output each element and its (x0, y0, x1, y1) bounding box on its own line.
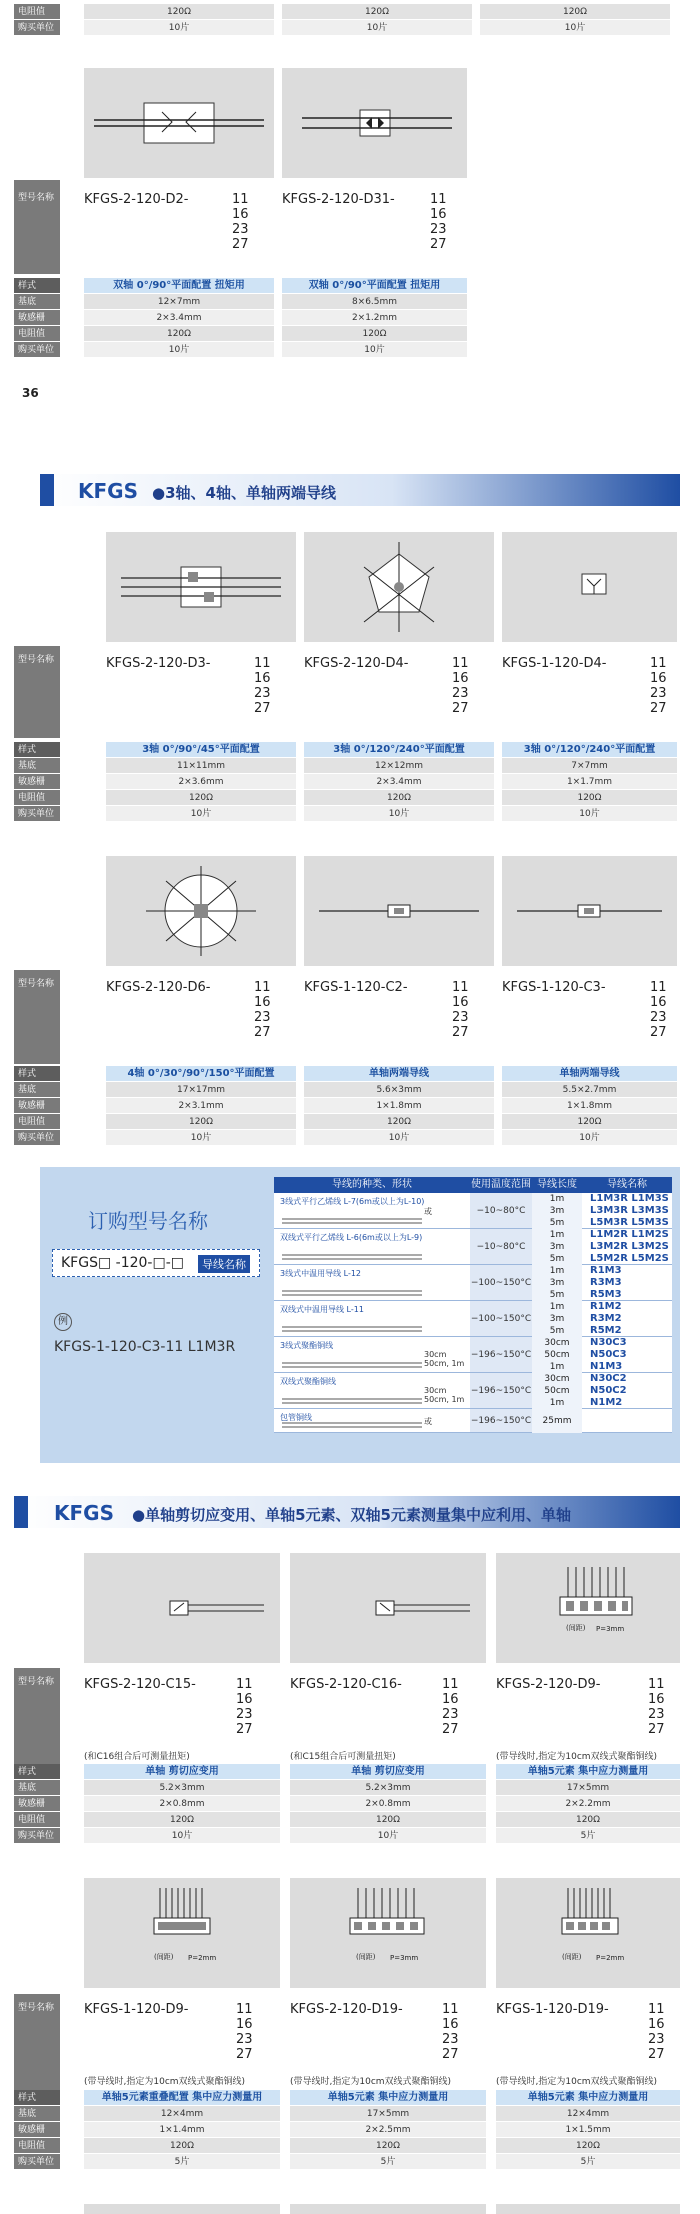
model-code: KFGS-2-120-D19- (290, 2002, 403, 2017)
grid-cell: 1×1.4mm (84, 2122, 280, 2138)
length-name-pair (532, 1193, 672, 1205)
gauge-image (106, 532, 296, 642)
wire-length: 30cm (532, 1373, 582, 1385)
style-cell: 单轴5元素 集中应力测量用 (290, 2090, 486, 2106)
resistance-cell: 120Ω (84, 326, 274, 342)
base-cell: 8×6.5mm (282, 294, 467, 310)
gauge-image (502, 856, 677, 966)
length-name-pair (532, 1385, 672, 1397)
unit-cell: 5片 (496, 2154, 680, 2170)
resistance-cell: 120Ω (106, 1114, 296, 1130)
resistance-cell: 120Ω (290, 1812, 486, 1828)
next-image-stub (290, 2204, 486, 2214)
wire-name (582, 1409, 672, 1433)
banner-title: ●3轴、4轴、单轴两端导线 (152, 484, 336, 502)
resistance-cell: 120Ω (496, 2138, 680, 2154)
resistance-cell: 120Ω (84, 4, 274, 20)
grid-cell: 2×1.2mm (282, 310, 467, 326)
length-name-pair (532, 1301, 672, 1313)
style-cell: 单轴5元素 集中应力测量用 (496, 2090, 680, 2106)
wire-extra-label: 30cm 50cm, 1m (424, 1350, 465, 1368)
base-cell: 5.2×3mm (290, 1780, 486, 1796)
wire-length: 5m (532, 1325, 582, 1337)
suffix-list: 11 16 23 27 (452, 980, 469, 1040)
length-name-cell (532, 1337, 672, 1372)
label-base: 基底 (14, 1082, 60, 1098)
label-style: 样式 (14, 278, 60, 294)
grid-cell: 1×1.8mm (304, 1098, 494, 1114)
style-cell: 单轴两端导线 (502, 1066, 677, 1082)
label-style: 样式 (14, 1764, 60, 1780)
pitch-label: P=2mm (596, 1954, 625, 1962)
gauge-image (84, 1553, 280, 1663)
wire-table-header: 导线的种类、形状 使用温度范围 导线长度 导线名称 (274, 1177, 672, 1193)
wire-type-cell (274, 1409, 470, 1432)
style-cell: 单轴5元素重叠配置 集中应力测量用 (84, 2090, 280, 2106)
banner-accent (14, 1496, 28, 1528)
style-cell: 3轴 0°/90°/45°平面配置 (106, 742, 296, 758)
label-unit: 购买单位 (14, 806, 60, 822)
style-cell: 双轴 0°/90°平面配置 扭矩用 (282, 278, 467, 294)
gauge-image (106, 856, 296, 966)
gauge-image (502, 532, 677, 642)
resistance-cell: 120Ω (290, 2138, 486, 2154)
product-note: (带导线时,指定为10cm双线式聚酯铜线) (496, 2077, 658, 2087)
gauge-image (496, 1553, 680, 1663)
label-grid: 敏感栅 (14, 1098, 60, 1114)
base-cell: 17×5mm (496, 1780, 680, 1796)
label-resistance: 电阻值 (14, 4, 60, 20)
wire-name: N1M2 (590, 1397, 623, 1408)
unit-cell: 10片 (480, 20, 670, 36)
model-code: KFGS-2-120-D4- (304, 656, 409, 671)
suffix-list: 11 16 23 27 (236, 2002, 253, 2062)
model-code: KFGS-2-120-D31- (282, 192, 395, 207)
label-resistance: 电阻值 (14, 790, 60, 806)
base-cell: 11×11mm (106, 758, 296, 774)
wire-name: R1M3 (590, 1265, 622, 1276)
wire-name: N1M3 (590, 1361, 623, 1372)
style-cell: 单轴 剪切应变用 (84, 1764, 280, 1780)
length-name-pair (532, 1229, 672, 1241)
wire-name: N50C2 (590, 1385, 627, 1396)
wire-table-row (274, 1373, 672, 1409)
banner-brand: KFGS (54, 1501, 114, 1525)
wire-name: L3M3R L3M3S (590, 1205, 669, 1216)
gauge-image (290, 1553, 486, 1663)
length-name-pair (532, 1397, 672, 1409)
wire-type-label: 3线式中温用导线 L-12 (280, 1269, 362, 1278)
grid-cell: 2×2.5mm (290, 2122, 486, 2138)
unit-cell: 10片 (84, 20, 274, 36)
length-name-cell (532, 1409, 672, 1432)
wire-extra-label: 或 (424, 1207, 432, 1216)
resistance-cell: 120Ω (496, 1812, 680, 1828)
grid-cell: 2×3.6mm (106, 774, 296, 790)
gauge-image (290, 1878, 486, 1988)
wire-name: L1M2R L1M2S (590, 1229, 669, 1240)
wire-extra-label: 或 (424, 1417, 432, 1426)
grid-cell: 1×1.7mm (502, 774, 677, 790)
model-label: 型号名称 (14, 1668, 60, 1764)
length-name-pair (532, 1241, 672, 1253)
gauge-image (282, 68, 467, 178)
length-name-cell (532, 1265, 672, 1300)
wire-illustration (282, 1252, 422, 1262)
product-note: (带导线时,指定为10cm双线式聚酯铜线) (496, 1752, 658, 1762)
style-cell: 3轴 0°/120°/240°平面配置 (502, 742, 677, 758)
length-name-cell (532, 1229, 672, 1264)
grid-cell: 2×2.2mm (496, 1796, 680, 1812)
length-name-cell (532, 1373, 672, 1408)
length-name-pair (532, 1373, 672, 1385)
resistance-cell: 120Ω (282, 326, 467, 342)
base-cell: 12×4mm (496, 2106, 680, 2122)
resistance-cell: 120Ω (106, 790, 296, 806)
gauge-image (304, 532, 494, 642)
wire-length: 25mm (532, 1409, 582, 1433)
wire-length: 3m (532, 1313, 582, 1325)
model-label: 型号名称 (14, 646, 60, 738)
unit-cell: 10片 (502, 806, 677, 822)
wire-name: R3M2 (590, 1313, 622, 1324)
section-banner (40, 474, 680, 506)
base-cell: 17×5mm (290, 2106, 486, 2122)
label-unit: 购买单位 (14, 2154, 60, 2170)
resistance-cell: 120Ω (84, 1812, 280, 1828)
wire-type-label: 3线式平行乙烯线 L-7(6m或以上为L-10) (280, 1197, 425, 1206)
model-code: KFGS-1-120-D9- (84, 2002, 189, 2017)
base-cell: 7×7mm (502, 758, 677, 774)
grid-cell: 2×3.4mm (304, 774, 494, 790)
wire-length: 5m (532, 1217, 582, 1229)
length-name-pair (532, 1313, 672, 1325)
model-code: KFGS-1-120-D19- (496, 2002, 609, 2017)
unit-cell: 10片 (304, 1130, 494, 1146)
base-cell: 5.2×3mm (84, 1780, 280, 1796)
wire-type-label: 双线式平行乙烯线 L-6(6m或以上为L-9) (280, 1233, 423, 1242)
base-cell: 12×12mm (304, 758, 494, 774)
unit-cell: 5片 (84, 2154, 280, 2170)
order-title: 订购型号名称 (88, 1209, 208, 1233)
wire-name: R5M2 (590, 1325, 622, 1336)
wire-illustration (282, 1420, 422, 1430)
wire-name: L5M3R L5M3S (590, 1217, 669, 1228)
gap-label: (间距) (356, 1953, 376, 1961)
wire-type-cell (274, 1337, 470, 1372)
next-image-stub (84, 2204, 280, 2214)
gauge-image (84, 1878, 280, 1988)
temp-range-cell: −100~150°C (470, 1265, 532, 1300)
resistance-cell: 120Ω (304, 1114, 494, 1130)
order-code: KFGS□ -120-□-□ (61, 1255, 184, 1271)
temp-range-cell: −196~150°C (470, 1373, 532, 1408)
wire-length: 1m (532, 1193, 582, 1205)
model-code: KFGS-2-120-C15- (84, 1677, 196, 1692)
model-label: 型号名称 (14, 1994, 60, 2090)
grid-cell: 2×0.8mm (290, 1796, 486, 1812)
suffix-list: 11 16 23 27 (650, 980, 667, 1040)
label-base: 基底 (14, 1780, 60, 1796)
wire-name: R5M3 (590, 1289, 622, 1300)
wire-length: 1m (532, 1229, 582, 1241)
model-label: 型号名称 (14, 180, 60, 274)
gauge-image (496, 1878, 680, 1988)
style-cell: 双轴 0°/90°平面配置 扭矩用 (84, 278, 274, 294)
length-name-pair (532, 1277, 672, 1289)
base-cell: 5.6×3mm (304, 1082, 494, 1098)
label-grid: 敏感栅 (14, 774, 60, 790)
product-note: (带导线时,指定为10cm双线式聚酯铜线) (84, 2077, 246, 2087)
resistance-cell: 120Ω (480, 4, 670, 20)
wire-length: 1m (532, 1361, 582, 1373)
wire-length: 3m (532, 1205, 582, 1217)
wire-extra-label: 30cm 50cm, 1m (424, 1386, 465, 1404)
unit-cell: 10片 (106, 1130, 296, 1146)
banner-title: ●单轴剪切应变用、单轴5元素、双轴5元素测量集中应利用、单轴 (132, 1506, 571, 1524)
wire-illustration (282, 1360, 422, 1370)
model-code: KFGS-2-120-D9- (496, 1677, 601, 1692)
wire-table-row (274, 1301, 672, 1337)
wire-name: R3M3 (590, 1277, 622, 1288)
unit-cell: 5片 (496, 1828, 680, 1844)
wire-type-cell (274, 1373, 470, 1408)
suffix-list: 11 16 23 27 (236, 1677, 253, 1737)
label-resistance: 电阻值 (14, 1114, 60, 1130)
order-tag: 导线名称 (198, 1255, 250, 1273)
wire-illustration (282, 1396, 422, 1406)
wire-table-row (274, 1193, 672, 1229)
resistance-cell: 120Ω (502, 790, 677, 806)
length-name-cell (532, 1301, 672, 1336)
wire-length: 50cm (532, 1349, 582, 1361)
label-resistance: 电阻值 (14, 2138, 60, 2154)
unit-cell: 10片 (84, 1828, 280, 1844)
suffix-list: 11 16 23 27 (232, 192, 249, 252)
length-name-pair (532, 1205, 672, 1217)
wire-name: R1M2 (590, 1301, 622, 1312)
unit-cell: 10片 (502, 1130, 677, 1146)
wire-type-cell (274, 1301, 470, 1336)
wire-illustration (282, 1324, 422, 1334)
temp-range-cell: −10~80°C (470, 1193, 532, 1228)
style-cell: 单轴 剪切应变用 (290, 1764, 486, 1780)
model-code: KFGS-1-120-D4- (502, 656, 607, 671)
wire-name: N30C3 (590, 1337, 627, 1348)
product-note: (和C16组合后可测量扭矩) (84, 1752, 190, 1762)
suffix-list: 11 16 23 27 (648, 2002, 665, 2062)
label-grid: 敏感栅 (14, 2122, 60, 2138)
order-code-box (52, 1249, 260, 1277)
wire-table-row (274, 1265, 672, 1301)
wire-type-cell (274, 1193, 470, 1228)
grid-cell: 2×3.4mm (84, 310, 274, 326)
banner-brand: KFGS (78, 479, 138, 503)
wire-name: L5M2R L5M2S (590, 1253, 669, 1264)
temp-range-cell: −100~150°C (470, 1301, 532, 1336)
wire-length: 30cm (532, 1337, 582, 1349)
length-name-pair (532, 1289, 672, 1301)
suffix-list: 11 16 23 27 (254, 980, 271, 1040)
product-note: (和C15组合后可测量扭矩) (290, 1752, 396, 1762)
wire-length: 1m (532, 1265, 582, 1277)
banner-accent (40, 474, 54, 506)
model-code: KFGS-2-120-D6- (106, 980, 211, 995)
wire-type-label: 双线式聚酯铜线 (280, 1377, 336, 1386)
suffix-list: 11 16 23 27 (430, 192, 447, 252)
order-example: KFGS-1-120-C3-11 L1M3R (54, 1339, 236, 1355)
style-cell: 单轴两端导线 (304, 1066, 494, 1082)
suffix-list: 11 16 23 27 (650, 656, 667, 716)
length-name-cell (532, 1193, 672, 1228)
temp-range-cell: −196~150°C (470, 1337, 532, 1372)
wire-length: 5m (532, 1289, 582, 1301)
wire-length: 5m (532, 1253, 582, 1265)
label-unit: 购买单位 (14, 342, 60, 358)
pitch-label: P=3mm (596, 1625, 625, 1633)
label-grid: 敏感栅 (14, 310, 60, 326)
example-mark: 例 (54, 1313, 72, 1331)
length-name-pair (532, 1337, 672, 1349)
suffix-list: 11 16 23 27 (452, 656, 469, 716)
unit-cell: 5片 (290, 2154, 486, 2170)
gauge-image (84, 68, 274, 178)
label-style: 样式 (14, 2090, 60, 2106)
model-code: KFGS-1-120-C3- (502, 980, 606, 995)
grid-cell: 1×1.8mm (502, 1098, 677, 1114)
length-name-pair (532, 1361, 672, 1373)
label-base: 基底 (14, 758, 60, 774)
pitch-label: P=2mm (188, 1954, 217, 1962)
wire-illustration (282, 1288, 422, 1298)
next-image-stub (496, 2204, 680, 2214)
base-cell: 17×17mm (106, 1082, 296, 1098)
wire-illustration (282, 1216, 422, 1226)
length-name-pair (532, 1265, 672, 1277)
length-name-pair (532, 1325, 672, 1337)
wire-table-row (274, 1337, 672, 1373)
gap-label: (间距) (154, 1953, 174, 1961)
suffix-list: 11 16 23 27 (254, 656, 271, 716)
style-cell: 3轴 0°/120°/240°平面配置 (304, 742, 494, 758)
resistance-cell: 120Ω (502, 1114, 677, 1130)
wire-table-row (274, 1409, 672, 1433)
grid-cell: 2×0.8mm (84, 1796, 280, 1812)
model-code: KFGS-1-120-C2- (304, 980, 408, 995)
wire-table-row (274, 1229, 672, 1265)
base-cell: 5.5×2.7mm (502, 1082, 677, 1098)
label-base: 基底 (14, 2106, 60, 2122)
length-name-pair (532, 1217, 672, 1229)
gap-label: (间距) (562, 1953, 582, 1961)
wire-type-cell (274, 1265, 470, 1300)
wire-length: 1m (532, 1397, 582, 1409)
resistance-cell: 120Ω (282, 4, 472, 20)
wire-length: 3m (532, 1277, 582, 1289)
model-code: KFGS-2-120-D3- (106, 656, 211, 671)
section-banner (14, 1496, 680, 1528)
resistance-cell: 120Ω (84, 2138, 280, 2154)
length-name-pair (532, 1349, 672, 1361)
wire-type-label: 3线式聚酯铜线 (280, 1341, 334, 1350)
wire-length: 3m (532, 1241, 582, 1253)
wire-type-cell (274, 1229, 470, 1264)
unit-cell: 10片 (304, 806, 494, 822)
wire-type-label: 包管铜线 (280, 1413, 312, 1422)
model-code: KFGS-2-120-C16- (290, 1677, 402, 1692)
order-panel (40, 1167, 680, 1463)
length-name-pair (532, 1253, 672, 1265)
wire-type-label: 双线式中温用导线 L-11 (280, 1305, 364, 1314)
unit-cell: 10片 (106, 806, 296, 822)
unit-cell: 10片 (282, 342, 467, 358)
wire-name: N30C2 (590, 1373, 627, 1384)
label-style: 样式 (14, 1066, 60, 1082)
product-note: (带导线时,指定为10cm双线式聚酯铜线) (290, 2077, 452, 2087)
label-resistance: 电阻值 (14, 326, 60, 342)
label-style: 样式 (14, 742, 60, 758)
wire-name: L3M2R L3M2S (590, 1241, 669, 1252)
wire-length: 1m (532, 1301, 582, 1313)
label-unit: 购买单位 (14, 20, 60, 36)
pitch-label: P=3mm (390, 1954, 419, 1962)
unit-cell: 10片 (84, 342, 274, 358)
wire-length: 50cm (532, 1385, 582, 1397)
style-cell: 4轴 0°/30°/90°/150°平面配置 (106, 1066, 296, 1082)
base-cell: 12×4mm (84, 2106, 280, 2122)
model-label: 型号名称 (14, 970, 60, 1064)
unit-cell: 10片 (282, 20, 472, 36)
temp-range-cell: −196~150°C (470, 1409, 532, 1432)
grid-cell: 2×3.1mm (106, 1098, 296, 1114)
resistance-cell: 120Ω (304, 790, 494, 806)
page-number: 36 (22, 386, 39, 400)
suffix-list: 11 16 23 27 (648, 1677, 665, 1737)
label-unit: 购买单位 (14, 1828, 60, 1844)
gauge-image (304, 856, 494, 966)
grid-cell: 1×1.5mm (496, 2122, 680, 2138)
length-name-pair (532, 1409, 672, 1433)
label-resistance: 电阻值 (14, 1812, 60, 1828)
model-code: KFGS-2-120-D2- (84, 192, 189, 207)
wire-table (274, 1177, 672, 1433)
wire-name: N50C3 (590, 1349, 627, 1360)
suffix-list: 11 16 23 27 (442, 1677, 459, 1737)
style-cell: 单轴5元素 集中应力测量用 (496, 1764, 680, 1780)
label-base: 基底 (14, 294, 60, 310)
wire-name: L1M3R L1M3S (590, 1193, 669, 1204)
label-unit: 购买单位 (14, 1130, 60, 1146)
label-grid: 敏感栅 (14, 1796, 60, 1812)
gap-label: (间距) (566, 1624, 586, 1632)
base-cell: 12×7mm (84, 294, 274, 310)
temp-range-cell: −10~80°C (470, 1229, 532, 1264)
suffix-list: 11 16 23 27 (442, 2002, 459, 2062)
unit-cell: 10片 (290, 1828, 486, 1844)
